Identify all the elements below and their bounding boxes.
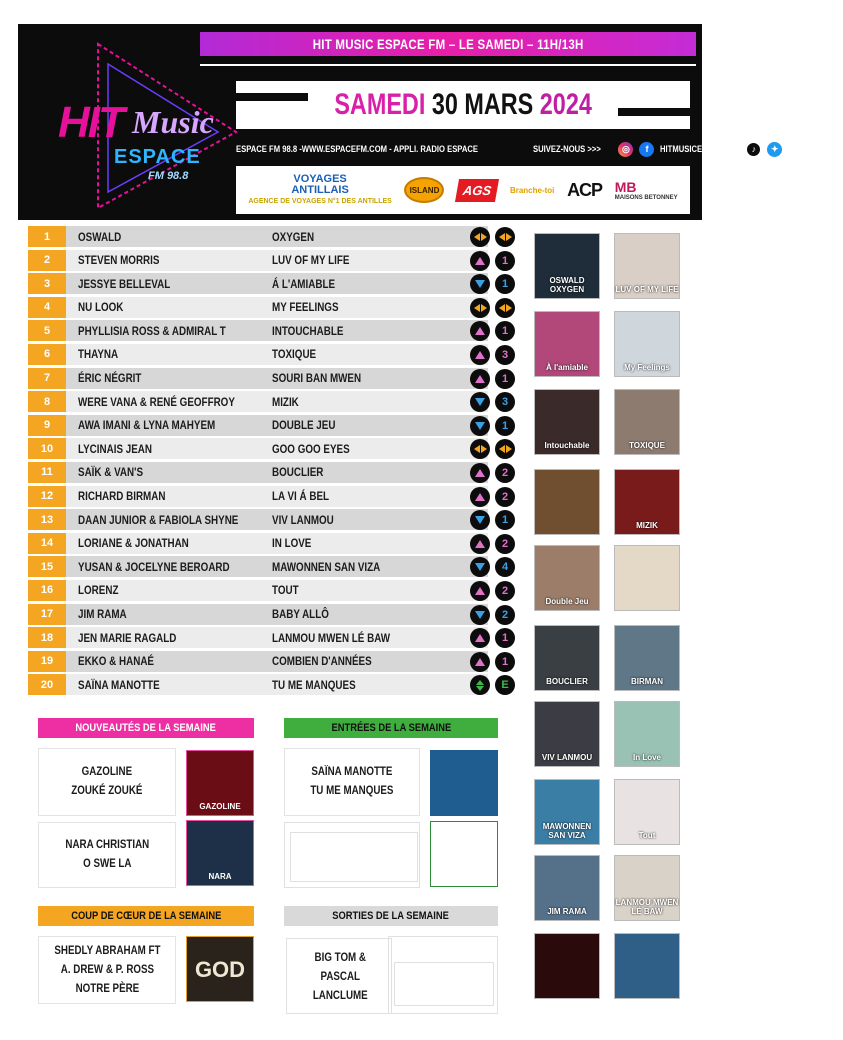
position-change: 2 [495,605,515,625]
date-year: 2024 [539,88,592,121]
down-arrow-icon [475,611,485,619]
stable-icon [474,304,487,312]
entree-cover-1[interactable] [430,750,498,816]
divider [200,64,696,66]
album-cover[interactable] [534,855,600,921]
coup-de-coeur-card[interactable]: SHEDLY ABRAHAM FT A. DREW & P. ROSS NOTRE PÈRE [38,936,176,1004]
song-title: MY FEELINGS [272,300,339,315]
social-handle-1[interactable]: HITMUSICESPACE [660,144,729,154]
station-info: ESPACE FM 98.8 -WWW.ESPACEFM.COM - APPLI. RADIO ESPACE [236,144,478,154]
album-cover[interactable] [614,855,680,921]
trend-indicator [470,227,490,247]
artist-name: WERE VANA & RENÉ GEOFFROY [78,394,235,409]
sortie-frame-3 [394,962,494,1006]
album-cover-label: Intouchable [544,441,590,450]
position-change: 4 [495,557,515,577]
album-cover-label: My Feelings [624,363,670,372]
trend-indicator [470,463,490,483]
stable-icon [474,445,487,453]
info-line [236,140,843,158]
artist-name: AWA IMANI & LYNA MAHYEM [78,418,216,433]
up-arrow-icon [475,351,485,359]
song-title: IN LOVE [272,536,312,551]
chart-row[interactable] [28,603,522,627]
up-arrow-icon [475,634,485,642]
show-banner-text: HIT MUSIC ESPACE FM – LE SAMEDI – 11H/13H [312,36,584,52]
stable-icon [499,445,512,453]
artist-name: JIM RAMA [78,607,127,621]
chart-row[interactable] [28,319,522,343]
song-title: TOUT [272,583,299,598]
trend-indicator [470,628,490,648]
chart-row[interactable] [28,555,522,579]
album-cover[interactable] [534,389,600,455]
artist-name: LYCINAIS JEAN [78,441,153,456]
album-cover-label: Tout [638,831,656,840]
artist-name: LORENZ [78,583,119,598]
show-banner [200,32,696,56]
trend-indicator [470,510,490,530]
song-title: SOURI BAN MWEN [272,371,362,386]
chart-row[interactable] [28,579,522,603]
sponsor-strip [236,166,690,214]
album-cover-label: Double Jeu [545,597,589,606]
artist-name: SAÏK & VAN'S [78,465,144,480]
tiktok-icon[interactable]: ♪ [746,142,761,157]
song-title: GOO GOO EYES [272,441,350,456]
album-cover-label: À l'amiable [546,363,588,372]
rank-number: 20 [28,674,66,695]
sponsor-branche-toi: Branche-toi [509,185,555,195]
rank-number: 4 [28,297,66,318]
rank-number: 15 [28,556,66,577]
artist-name: JESSYE BELLEVAL [78,276,171,291]
trend-indicator [470,345,490,365]
up-arrow-icon [475,257,485,265]
up-arrow-icon [475,327,485,335]
album-cover-label: BIRMAN [631,677,663,686]
nouveaute-cover-1[interactable]: GAZOLINE [186,750,254,816]
position-change: 2 [495,487,515,507]
chart-row[interactable] [28,414,522,438]
artist-name: THAYNA [78,347,119,362]
trend-indicator [470,369,490,389]
sponsor-island: ISLAND [404,177,444,203]
chart-row[interactable] [28,485,522,509]
album-cover[interactable] [614,779,680,845]
sortie-card[interactable]: BIG TOM & PASCAL LANCLUME [286,938,394,1016]
new-entry-icon [476,680,484,691]
album-cover[interactable] [614,233,680,299]
section-entrees-title: ENTRÉES DE LA SEMAINE [284,718,498,738]
sponsor-mb: MB MAISONS BETONNEY [614,179,678,201]
section-sorties-title: SORTIES DE LA SEMAINE [284,906,498,926]
artist-name: STEVEN MORRIS [78,253,160,268]
artist-name: JEN MARIE RAGALD [78,630,177,645]
rank-number: 1 [28,226,66,247]
rank-number: 8 [28,391,66,412]
sponsor-ags: AGS [455,179,499,202]
artist-name: NU LOOK [78,300,124,315]
twitter-icon[interactable]: ✦ [767,142,782,157]
song-title: LUV OF MY LIFE [272,253,350,268]
album-cover[interactable] [534,545,600,611]
rank-number: 11 [28,462,66,483]
date-box [236,81,690,129]
chart-row[interactable] [28,532,522,556]
album-cover-label: LUV OF MY LIFE [615,285,679,294]
position-change [495,298,515,318]
chart-row[interactable] [28,390,522,414]
up-arrow-icon [475,587,485,595]
position-change: 3 [495,345,515,365]
song-title: VIV LANMOU [272,512,334,527]
album-cover[interactable] [614,625,680,691]
rank-number: 14 [28,533,66,554]
chart-row[interactable] [28,343,522,367]
rank-number: 12 [28,486,66,507]
album-cover-label: BOUCLIER [546,677,588,686]
song-title: TU ME MANQUES [272,677,356,692]
stable-icon [499,304,512,312]
album-cover-label: In Love [632,753,661,762]
date-date: 30 MARS [431,88,534,121]
artist-name: OSWALD [78,229,122,244]
album-cover-label: LANMOU MWEN LÉ BAW [615,898,679,916]
position-change: 2 [495,463,515,483]
social-handle-2[interactable]: ESPACEFM988 [788,144,843,154]
logo-music: Music [132,104,214,140]
header [18,24,843,220]
artist-name: EKKO & HANAÉ [78,654,154,669]
logo-fm: FM 98.8 [148,170,189,182]
song-title: MAWONNEN SAN VIZA [272,559,381,574]
album-cover[interactable] [534,779,600,845]
song-title: LA VI Á BEL [272,489,330,504]
song-title: COMBIEN D'ANNÉES [272,654,372,669]
album-cover[interactable] [614,311,680,377]
nouveaute-card-2[interactable]: NARA CHRISTIAN O SWE LA [38,822,176,888]
section-coup-de-coeur-title: COUP DE CŒUR DE LA SEMAINE [38,906,254,926]
down-arrow-icon [475,563,485,571]
hit-music-logo [36,36,236,216]
entree-cover-empty [430,821,498,887]
up-arrow-icon [475,469,485,477]
chart-row[interactable] [28,367,522,391]
rank-number: 3 [28,273,66,294]
stable-icon [474,233,487,241]
chart-row[interactable] [28,650,522,674]
date-text [334,88,592,122]
date-day: SAMEDI [334,88,426,121]
logo-hit: HIT [58,98,123,147]
position-change: 1 [495,510,515,530]
position-change [495,439,515,459]
trend-indicator [470,534,490,554]
chart-row[interactable] [28,225,522,249]
album-cover-label: MAWONNEN SAN VIZA [542,822,592,840]
album-cover[interactable] [614,469,680,535]
position-change [495,227,515,247]
artist-name: SAÏNA MANOTTE [78,677,160,692]
position-change: 1 [495,274,515,294]
artist-name: DAAN JUNIOR & FABIOLA SHYNE [78,512,239,527]
follow-label: SUIVEZ-NOUS >>> [532,144,601,154]
rank-number: 18 [28,627,66,648]
album-cover[interactable] [534,469,600,535]
rank-number: 5 [28,320,66,341]
chart-list [28,225,522,697]
rank-number: 10 [28,438,66,459]
coup-de-coeur-cover[interactable]: GOD [186,936,254,1002]
trend-indicator [470,652,490,672]
chart-row[interactable] [28,296,522,320]
sortie-frame [286,938,392,1014]
rank-number: 2 [28,250,66,271]
song-title: BOUCLIER [272,465,324,480]
entree-card-empty-inner [290,832,418,882]
chart-row[interactable] [28,272,522,296]
position-change: 2 [495,581,515,601]
position-change: 1 [495,369,515,389]
position-change: 3 [495,392,515,412]
down-arrow-icon [475,516,485,524]
album-cover[interactable] [534,933,600,999]
album-cover-label: MIZIK [636,521,658,530]
chart-row[interactable] [28,461,522,485]
trend-indicator [470,581,490,601]
down-arrow-icon [475,280,485,288]
rank-number: 7 [28,368,66,389]
position-change: 1 [495,628,515,648]
song-title: BABY ALLÔ [272,607,329,621]
position-change: 1 [495,321,515,341]
up-arrow-icon [475,375,485,383]
song-title: DOUBLE JEU [272,418,336,433]
album-cover[interactable] [614,389,680,455]
song-title: OXYGEN [272,229,315,244]
up-arrow-icon [475,493,485,501]
album-cover[interactable] [534,625,600,691]
album-cover-label: VIV LANMOU [541,753,593,762]
album-cover[interactable] [534,311,600,377]
instagram-icon[interactable]: ◎ [618,142,633,157]
section-nouveautes-title: NOUVEAUTÉS DE LA SEMAINE [38,718,254,738]
position-change: 1 [495,416,515,436]
nouveaute-cover-2[interactable]: NARA [186,820,254,886]
artist-name: RICHARD BIRMAN [78,489,166,504]
chart-row[interactable] [28,249,522,273]
chart-row[interactable] [28,508,522,532]
position-change: E [495,675,515,695]
sponsor-acp: ACP [567,179,603,200]
album-cover[interactable] [614,933,680,999]
entree-card-1[interactable]: SAÏNA MANOTTE TU ME MANQUES [284,748,420,816]
song-title: MIZIK [272,394,299,409]
rank-number: 6 [28,344,66,365]
album-cover-label: OSWALD OXYGEN [549,276,585,294]
song-title: Á L'AMIABLE [272,276,336,291]
rank-number: 17 [28,604,66,625]
up-arrow-icon [475,658,485,666]
album-cover[interactable] [614,545,680,611]
trend-indicator [470,487,490,507]
artist-name: YUSAN & JOCELYNE BEROARD [78,559,230,574]
chart-row[interactable] [28,437,522,461]
album-cover-label: TOXIQUE [629,441,665,450]
album-cover[interactable] [534,701,600,767]
chart-row[interactable] [28,626,522,650]
artist-name: LORIANE & JONATHAN [78,536,189,551]
logo-espace: ESPACE [114,146,201,168]
down-arrow-icon [475,422,485,430]
nouveaute-card-1[interactable]: GAZOLINE ZOUKÉ ZOUKÉ [38,748,176,816]
trend-indicator [470,251,490,271]
sponsor-voyages-antillais: VOYAGES ANTILLAIS AGENCE DE VOYAGES N°1 DES ANTILLES [248,172,392,205]
song-title: TOXIQUE [272,347,317,362]
artist-name: ÉRIC NÉGRIT [78,371,142,386]
artist-name: PHYLLISIA ROSS & ADMIRAL T [78,323,226,338]
album-cover-label: JIM RAMA [547,907,587,916]
trend-indicator [470,605,490,625]
position-change: 1 [495,251,515,271]
chart-row[interactable] [28,673,522,697]
down-arrow-icon [475,398,485,406]
trend-indicator [470,416,490,436]
facebook-icon[interactable]: f [639,142,654,157]
album-cover[interactable] [534,233,600,299]
rank-number: 13 [28,509,66,530]
position-change: 1 [495,652,515,672]
trend-indicator [470,298,490,318]
rank-number: 16 [28,580,66,601]
song-title: LANMOU MWEN LÉ BAW [272,630,391,645]
rank-number: 19 [28,651,66,672]
position-change: 2 [495,534,515,554]
stable-icon [499,233,512,241]
rank-number: 9 [28,415,66,436]
album-cover[interactable] [614,701,680,767]
up-arrow-icon [475,540,485,548]
song-title: INTOUCHABLE [272,323,344,338]
